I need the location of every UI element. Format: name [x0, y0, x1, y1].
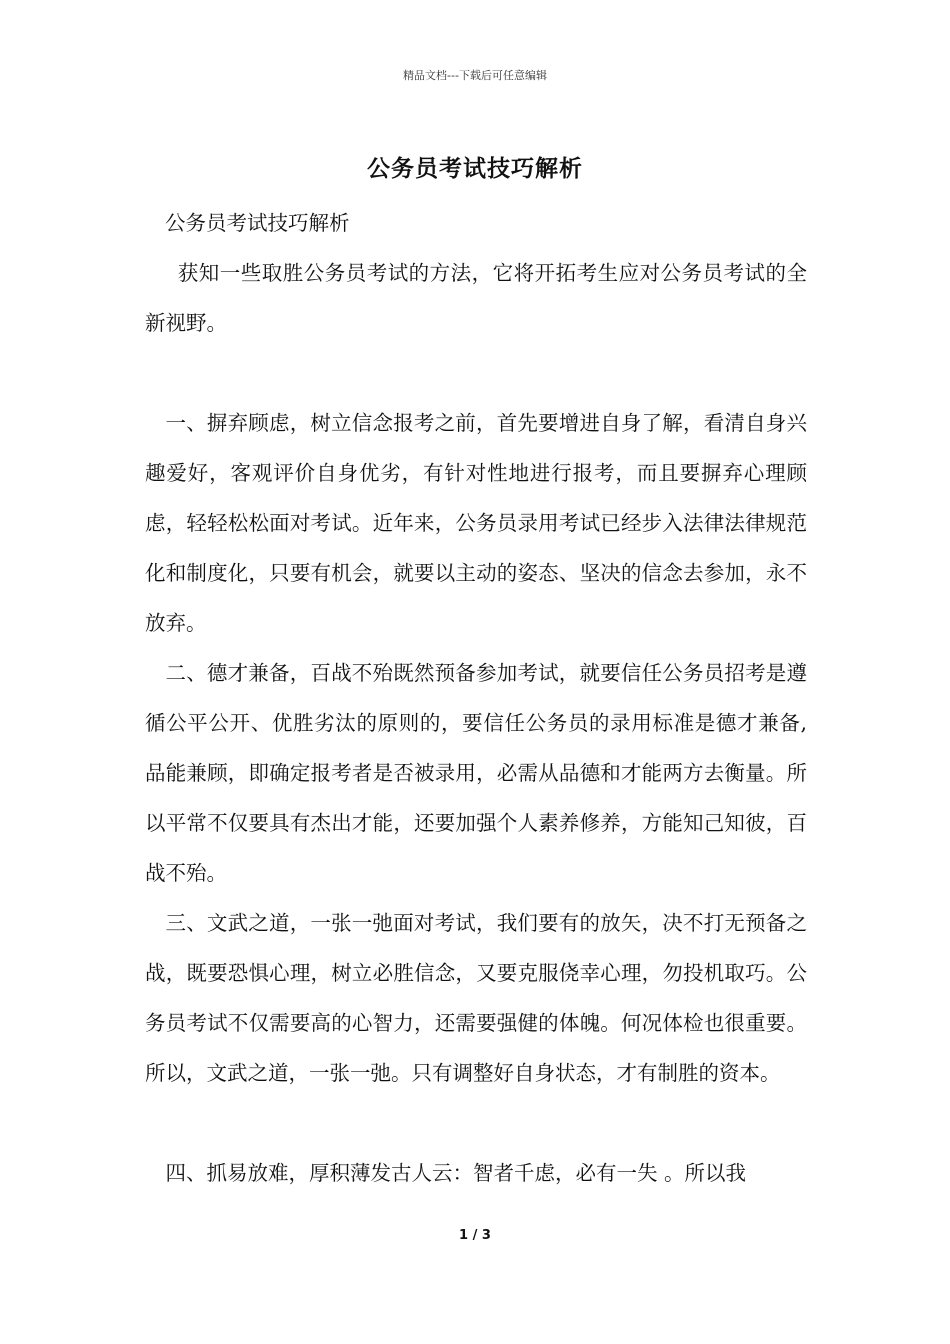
- paragraph-1: 一、摒弃顾虑，树立信念报考之前，首先要增进自身了解，看清自身兴趣爱好，客观评价自身优劣，有针对性地进行报考，而且要摒弃心理顾虑，轻轻松松面对考试。近年来，公务员录用考试已经步入法律法律规范化和制度化，只要有机会，就要以主动的姿态、坚决的信念去参加，永不放弃。: [145, 411, 807, 635]
- paragraph-2: 二、德才兼备，百战不殆既然预备参加考试，就要信任公务员招考是遵循公平公开、优胜劣汰的原则的，要信任公务员的录用标准是德才兼备,品能兼顾，即确定报考者是否被录用，必需从品德和才能两方去衡量。所以平常不仅要具有杰出才能，还要加强个人素养修养，方能知己知彼，百战不殆。: [145, 661, 807, 885]
- intro-paragraph: 获知一些取胜公务员考试的方法，它将开拓考生应对公务员考试的全新视野。: [145, 261, 807, 335]
- header-note: 精品文档---下载后可任意编辑: [403, 69, 547, 82]
- page-number: 1 / 3: [459, 1228, 491, 1243]
- paragraph-3: 三、文武之道，一张一弛面对考试，我们要有的放矢，决不打无预备之战，既要恐惧心理，树立必胜信念，又要克服侥幸心理，勿投机取巧。公务员考试不仅需要高的心智力，还需要强健的体魄。何况体检也很重要。所以，文武之道，一张一弛。只有调整好自身状态，才有制胜的资本。: [145, 911, 807, 1085]
- paragraph-4: 四、抓易放难，厚积薄发古人云：智者千虑，必有一失 。所以我: [165, 1161, 747, 1185]
- document-subtitle: 公务员考试技巧解析: [165, 211, 350, 235]
- document-title: 公务员考试技巧解析: [367, 155, 583, 182]
